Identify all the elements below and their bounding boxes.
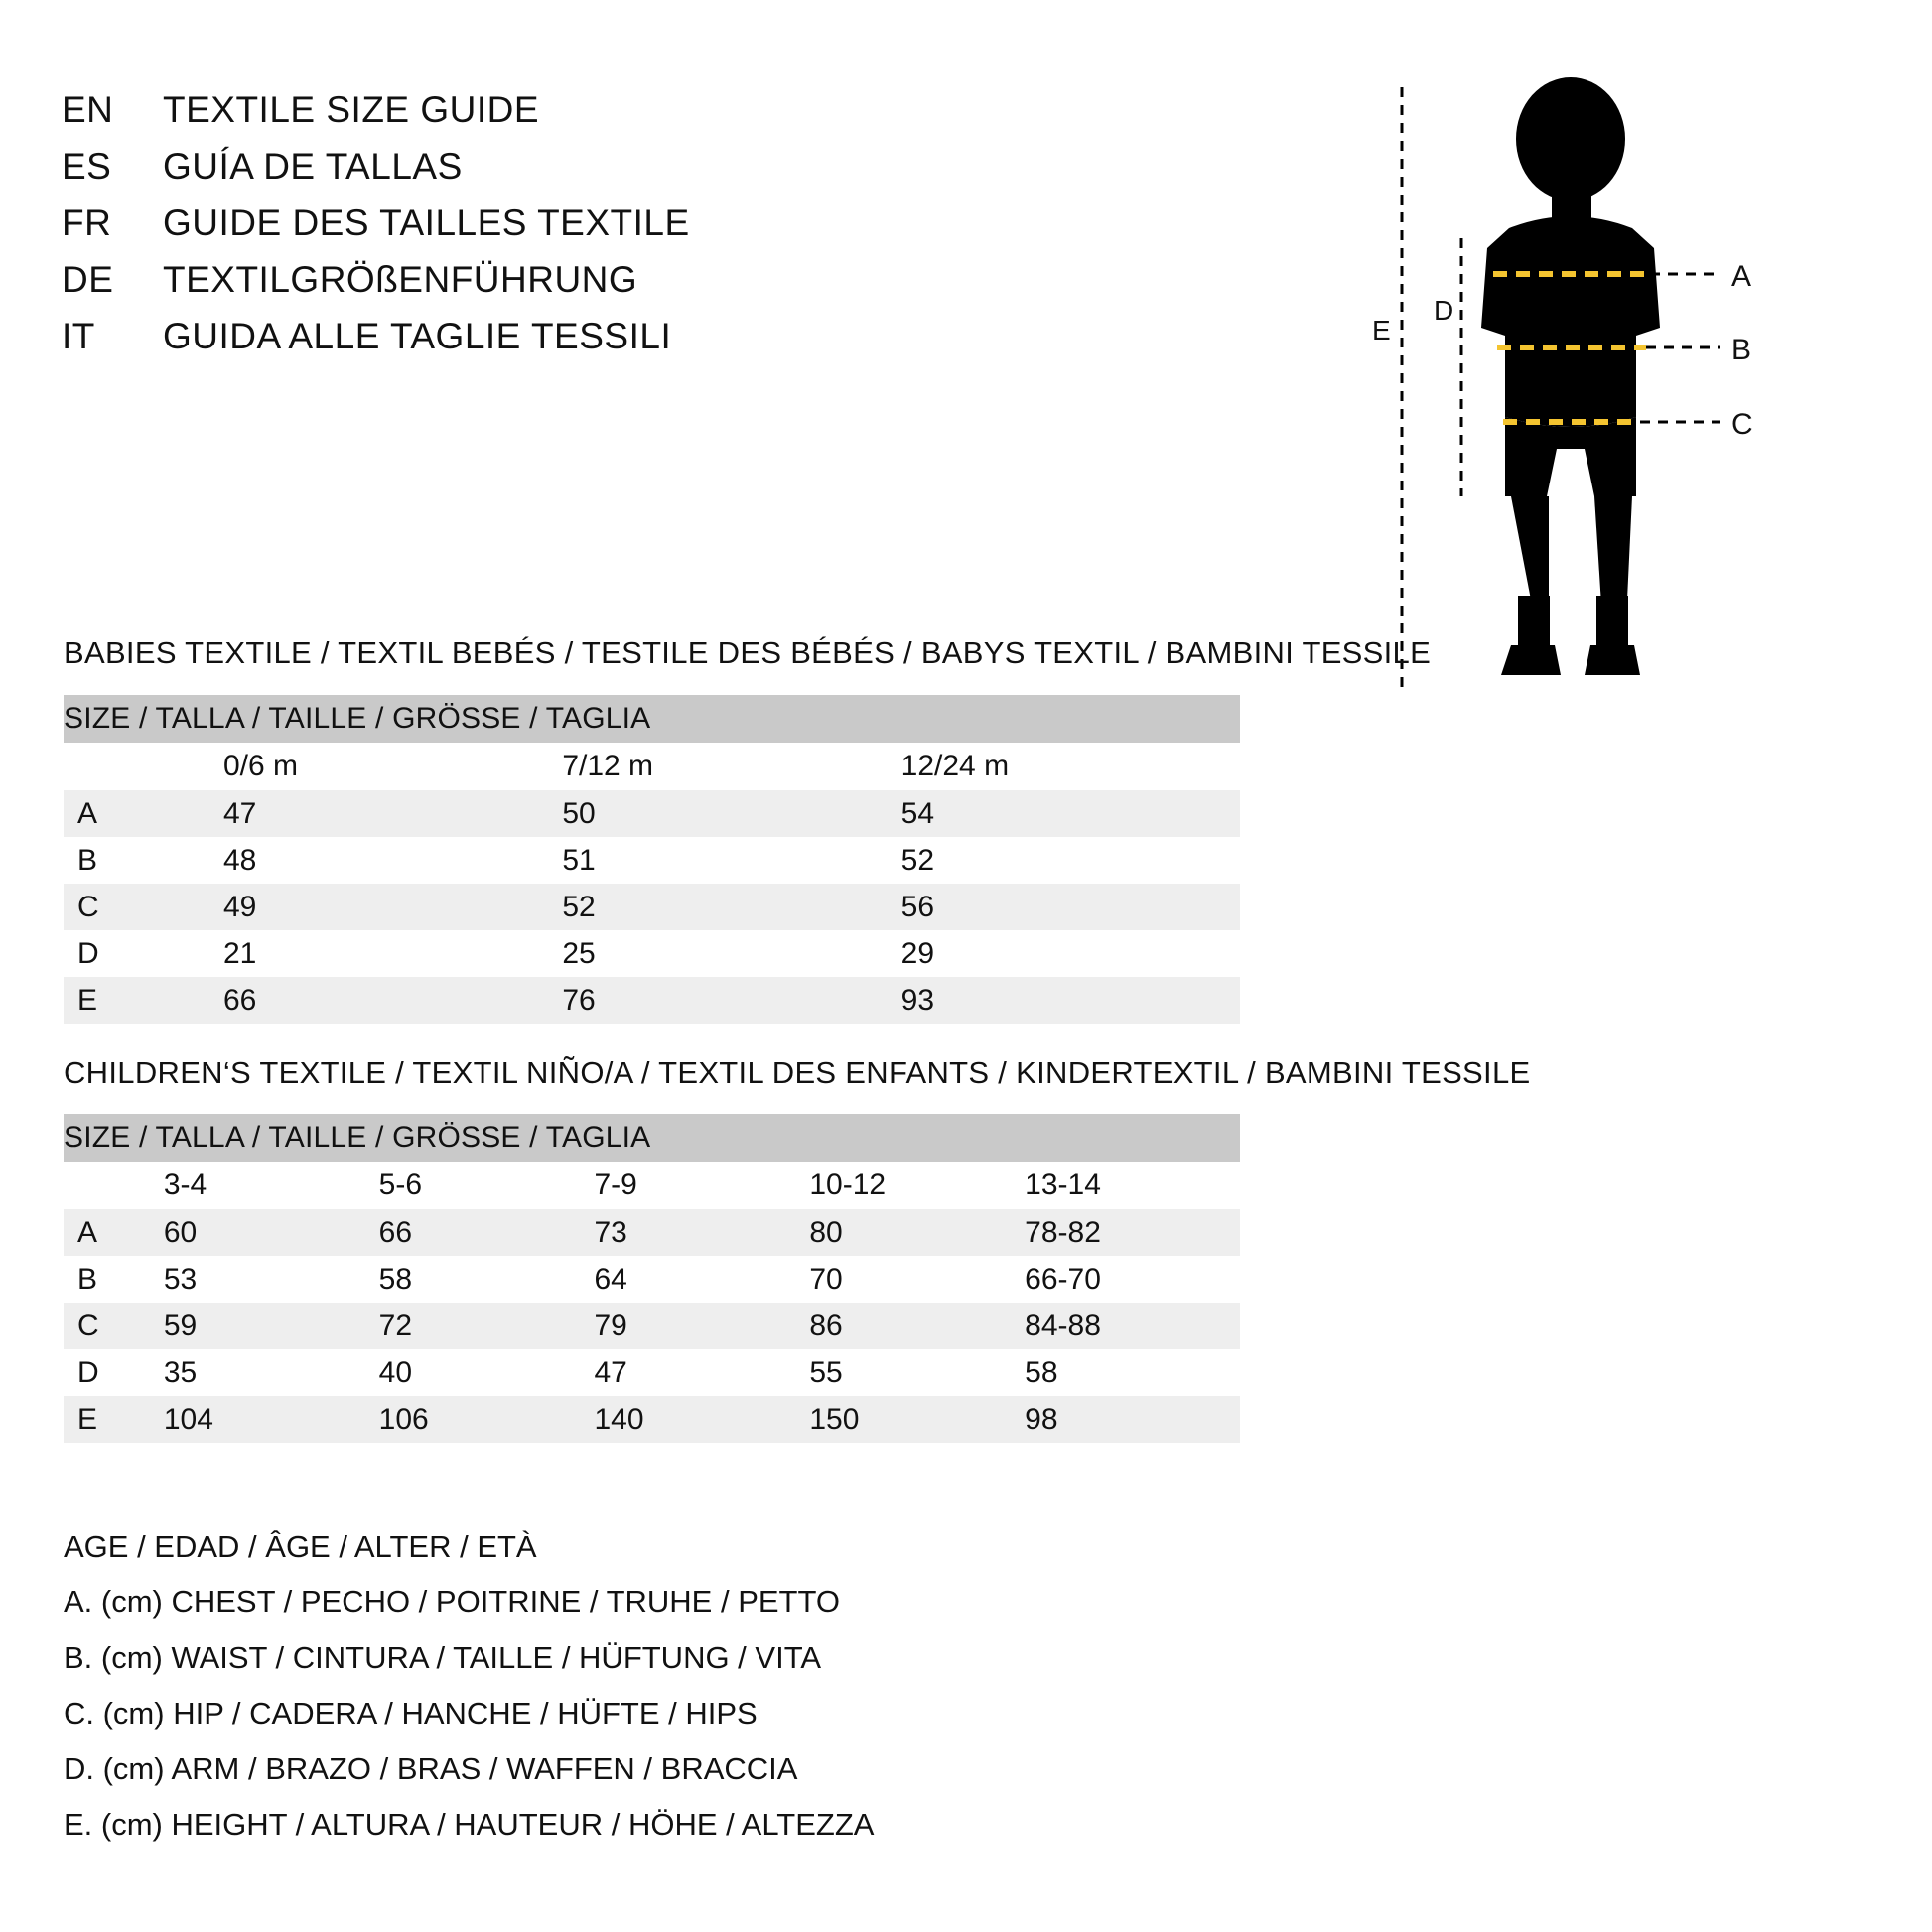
cell-value: 66-70 <box>1025 1256 1240 1303</box>
language-code: IT <box>62 316 95 356</box>
babies-section-title: BABIES TEXTILE / TEXTIL BEBÉS / TESTILE DES BÉBÉS / BABYS TEXTIL / BAMBINI TESSILE <box>64 635 1432 670</box>
language-title: GUIDE DES TAILLES TEXTILE <box>163 203 690 243</box>
table-row <box>64 1349 1240 1396</box>
cell-value: 66 <box>379 1209 595 1256</box>
cell-value: 40 <box>379 1349 595 1396</box>
table-column-row <box>64 743 1240 790</box>
cell-value: 51 <box>562 837 900 884</box>
cell-value: 47 <box>595 1349 810 1396</box>
language-title: TEXTILE SIZE GUIDE <box>163 89 540 130</box>
child-silhouette-icon <box>1372 79 1886 755</box>
language-row <box>62 89 1054 146</box>
column-header: 7/12 m <box>562 743 900 790</box>
children-section-title: CHILDREN‘S TEXTILE / TEXTIL NIÑO/A / TEXTIL DES ENFANTS / KINDERTEXTIL / BAMBINI TESSILE <box>64 1055 1531 1090</box>
cell-value: 50 <box>562 790 900 837</box>
table-row <box>64 1396 1240 1443</box>
row-label: E <box>64 977 223 1024</box>
table-header-row <box>64 695 1240 743</box>
cell-value: 53 <box>164 1256 379 1303</box>
legend-line: B. (cm) WAIST / CINTURA / TAILLE / HÜFTUNG / VITA <box>64 1640 822 1675</box>
cell-value: 106 <box>379 1396 595 1443</box>
table-row <box>64 1209 1240 1256</box>
language-row <box>62 259 1054 316</box>
cell-value: 70 <box>809 1256 1025 1303</box>
cell-value: 73 <box>595 1209 810 1256</box>
row-label: D <box>64 1349 164 1396</box>
cell-value: 25 <box>562 930 900 977</box>
legend-line: C. (cm) HIP / CADERA / HANCHE / HÜFTE / HIPS <box>64 1696 758 1730</box>
column-corner <box>64 743 223 790</box>
language-code: DE <box>62 259 114 300</box>
cell-value: 93 <box>901 977 1240 1024</box>
cell-value: 80 <box>809 1209 1025 1256</box>
table-row <box>64 930 1240 977</box>
cell-value: 48 <box>223 837 562 884</box>
cell-value: 58 <box>1025 1349 1240 1396</box>
cell-value: 21 <box>223 930 562 977</box>
cell-value: 150 <box>809 1396 1025 1443</box>
measurement-legend <box>64 1519 1255 1853</box>
babies-size-table <box>64 695 1240 1024</box>
language-title: GUÍA DE TALLAS <box>163 146 463 187</box>
cell-value: 60 <box>164 1209 379 1256</box>
column-header: 10-12 <box>809 1162 1025 1209</box>
children-size-table <box>64 1114 1240 1443</box>
cell-value: 52 <box>901 837 1240 884</box>
language-title: TEXTILGRÖßENFÜHRUNG <box>163 259 638 300</box>
legend-line: D. (cm) ARM / BRAZO / BRAS / WAFFEN / BRACCIA <box>64 1751 798 1786</box>
figure-label-b: B <box>1731 334 1752 366</box>
cell-value: 55 <box>809 1349 1025 1396</box>
language-title: GUIDA ALLE TAGLIE TESSILI <box>163 316 672 356</box>
cell-value: 66 <box>223 977 562 1024</box>
cell-value: 54 <box>901 790 1240 837</box>
table-row <box>64 1256 1240 1303</box>
table-row <box>64 977 1240 1024</box>
cell-value: 98 <box>1025 1396 1240 1443</box>
language-row <box>62 203 1054 259</box>
cell-value: 72 <box>379 1303 595 1349</box>
legend-line: A. (cm) CHEST / PECHO / POITRINE / TRUHE / PETTO <box>64 1585 840 1619</box>
table-header-row <box>64 1114 1240 1162</box>
table-row <box>64 884 1240 930</box>
column-header: 7-9 <box>595 1162 810 1209</box>
row-label: A <box>64 1209 164 1256</box>
cell-value: 58 <box>379 1256 595 1303</box>
figure-label-e: E <box>1372 315 1391 345</box>
language-code: EN <box>62 89 114 130</box>
figure-label-a: A <box>1731 260 1752 293</box>
cell-value: 78-82 <box>1025 1209 1240 1256</box>
table-row <box>64 790 1240 837</box>
row-label: E <box>64 1396 164 1443</box>
cell-value: 35 <box>164 1349 379 1396</box>
cell-value: 86 <box>809 1303 1025 1349</box>
cell-value: 59 <box>164 1303 379 1349</box>
row-label: A <box>64 790 223 837</box>
column-header: 13-14 <box>1025 1162 1240 1209</box>
language-title-list <box>62 89 1054 372</box>
table-row <box>64 1303 1240 1349</box>
cell-value: 47 <box>223 790 562 837</box>
row-label: C <box>64 884 223 930</box>
table-row <box>64 837 1240 884</box>
column-header: 0/6 m <box>223 743 562 790</box>
babies-table-header: SIZE / TALLA / TAILLE / GRÖSSE / TAGLIA <box>64 695 1240 743</box>
cell-value: 84-88 <box>1025 1303 1240 1349</box>
legend-line: E. (cm) HEIGHT / ALTURA / HAUTEUR / HÖHE / ALTEZZA <box>64 1807 875 1842</box>
row-label: D <box>64 930 223 977</box>
language-row <box>62 146 1054 203</box>
column-corner <box>64 1162 164 1209</box>
cell-value: 56 <box>901 884 1240 930</box>
column-header: 12/24 m <box>901 743 1240 790</box>
cell-value: 64 <box>595 1256 810 1303</box>
row-label: B <box>64 837 223 884</box>
column-header: 3-4 <box>164 1162 379 1209</box>
row-label: C <box>64 1303 164 1349</box>
cell-value: 29 <box>901 930 1240 977</box>
figure-label-c: C <box>1731 408 1753 441</box>
cell-value: 52 <box>562 884 900 930</box>
cell-value: 76 <box>562 977 900 1024</box>
language-row <box>62 316 1054 372</box>
figure-label-d: D <box>1434 295 1454 326</box>
cell-value: 140 <box>595 1396 810 1443</box>
row-label: B <box>64 1256 164 1303</box>
language-code: FR <box>62 203 112 243</box>
language-code: ES <box>62 146 112 187</box>
table-column-row <box>64 1162 1240 1209</box>
cell-value: 49 <box>223 884 562 930</box>
column-header: 5-6 <box>379 1162 595 1209</box>
measurement-figure <box>1372 79 1886 755</box>
legend-line: AGE / EDAD / ÂGE / ALTER / ETÀ <box>64 1529 537 1564</box>
cell-value: 104 <box>164 1396 379 1443</box>
cell-value: 79 <box>595 1303 810 1349</box>
children-table-header: SIZE / TALLA / TAILLE / GRÖSSE / TAGLIA <box>64 1114 1240 1162</box>
